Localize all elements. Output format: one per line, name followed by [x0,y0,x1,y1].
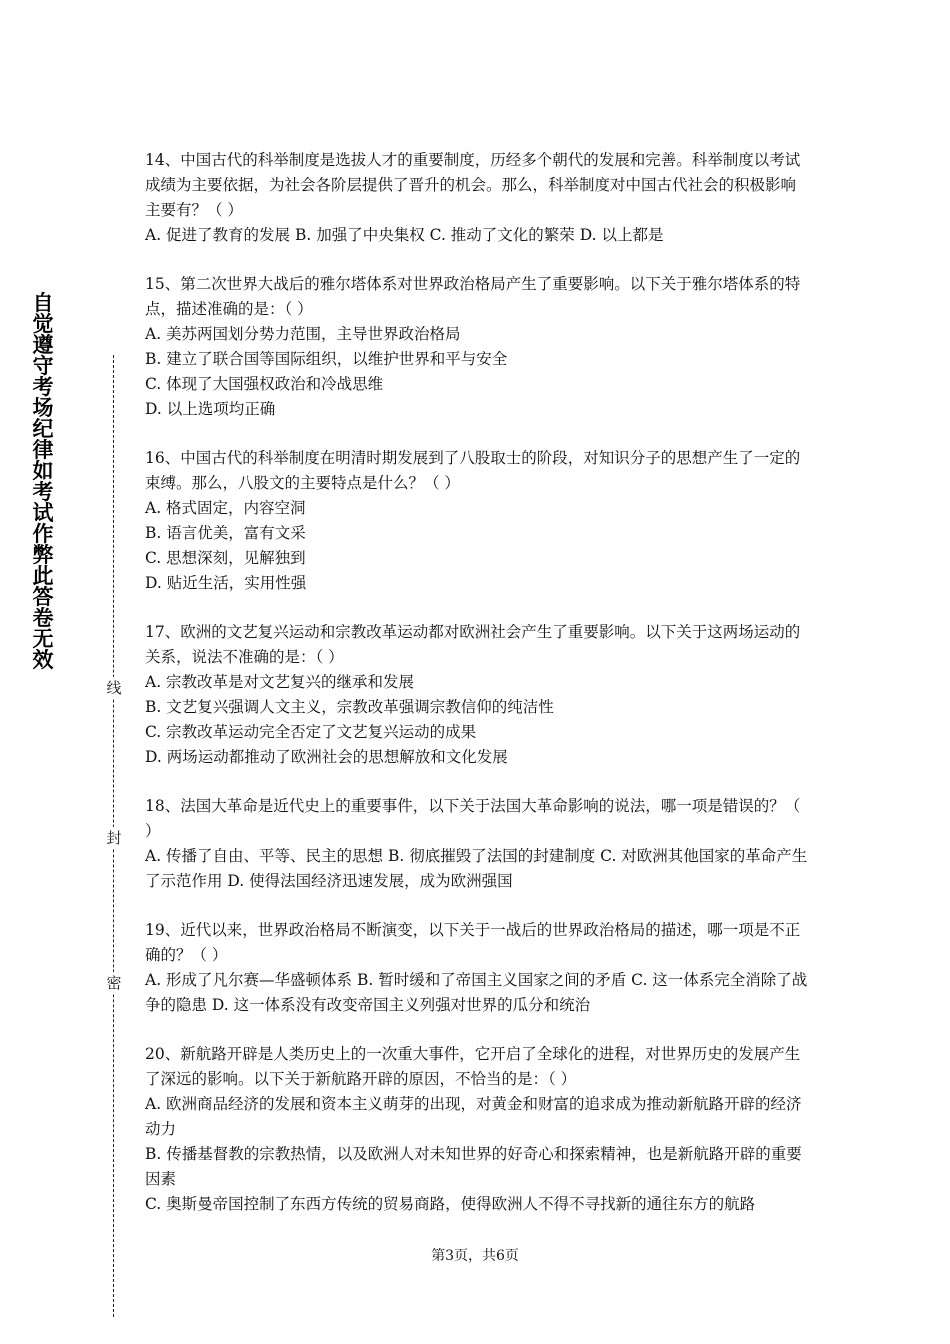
question-stem: 20、新航路开辟是人类历史上的一次重大事件，它开启了全球化的进程，对世界历史的发展产生了深远的影响。以下关于新航路开辟的原因，不恰当的是：（ ） [145,1045,801,1088]
question-18 [145,794,810,894]
question-16 [145,446,810,596]
question-stem: 14、中国古代的科举制度是选拔人才的重要制度，历经多个朝代的发展和完善。科举制度以考试成绩为主要依据，为社会各阶层提供了晋升的机会。那么，科举制度对中国古代社会的积极影响主要有？（ ） [145,151,801,219]
question-stem: 16、中国古代的科举制度在明清时期发展到了八股取士的阶段，对知识分子的思想产生了一定的束缚。那么，八股文的主要特点是什么？（ ） [145,449,801,492]
option-b: B. 语言优美，富有文采 [145,524,306,542]
question-options: A. 促进了教育的发展 B. 加强了中央集权 C. 推动了文化的繁荣 D. 以上都是 [145,226,664,244]
option-a: A. 宗教改革是对文艺复兴的继承和发展 [145,673,415,691]
option-c: C. 思想深刻，见解独到 [145,549,306,567]
question-stem: 17、欧洲的文艺复兴运动和宗教改革运动都对欧洲社会产生了重要影响。以下关于这两场运动的关系，说法不准确的是：（ ） [145,623,801,666]
option-d: D. 以上选项均正确 [145,400,276,418]
question-19 [145,918,810,1018]
option-b: B. 建立了联合国等国际组织，以维护世界和平与安全 [145,350,508,368]
option-b: B. 传播基督教的宗教热情，以及欧洲人对未知世界的好奇心和探索精神，也是新航路开辟的重要因素 [145,1145,802,1188]
question-stem: 18、法国大革命是近代史上的重要事件，以下关于法国大革命影响的说法，哪一项是错误的？（ ） [145,797,801,840]
option-a: A. 欧洲商品经济的发展和资本主义萌芽的出现，对黄金和财富的追求成为推动新航路开辟的经济动力 [145,1095,802,1138]
binding-char-feng: 封 [104,827,124,849]
question-stem: 15、第二次世界大战后的雅尔塔体系对世界政治格局产生了重要影响。以下关于雅尔塔体系的特点，描述准确的是：（ ） [145,275,801,318]
question-20 [145,1042,810,1217]
question-list [145,148,810,1241]
exam-discipline-warning: 自觉遵守考场纪律如考试作弊此答卷无效 [32,291,54,672]
option-a: A. 美苏两国划分势力范围，主导世界政治格局 [145,325,461,343]
option-a: A. 格式固定，内容空洞 [145,499,306,517]
option-d: D. 贴近生活，实用性强 [145,574,307,592]
question-14 [145,148,810,248]
question-17 [145,620,810,770]
question-options: A. 传播了自由、平等、民主的思想 B. 彻底摧毁了法国的封建制度 C. 对欧洲其他国家的革命产生了示范作用 D. 使得法国经济迅速发展，成为欧洲强国 [145,847,808,890]
question-stem: 19、近代以来，世界政治格局不断演变，以下关于一战后的世界政治格局的描述，哪一项是不正确的？（ ） [145,921,801,964]
question-options: A. 形成了凡尔赛—华盛顿体系 B. 暂时缓和了帝国主义国家之间的矛盾 C. 这一体系完全消除了战争的隐患 D. 这一体系没有改变帝国主义列强对世界的瓜分和统治 [145,971,808,1014]
binding-char-mi: 密 [104,972,124,994]
question-15 [145,272,810,422]
option-c: C. 宗教改革运动完全否定了文艺复兴运动的成果 [145,723,477,741]
page-number: 第3页，共6页 [431,1248,519,1264]
option-b: B. 文艺复兴强调人文主义，宗教改革强调宗教信仰的纯洁性 [145,698,554,716]
option-c: C. 奥斯曼帝国控制了东西方传统的贸易商路，使得欧洲人不得不寻找新的通往东方的航路 [145,1195,756,1213]
binding-char-xian: 线 [104,677,124,699]
option-c: C. 体现了大国强权政治和冷战思维 [145,375,384,393]
option-d: D. 两场运动都推动了欧洲社会的思想解放和文化发展 [145,748,508,766]
